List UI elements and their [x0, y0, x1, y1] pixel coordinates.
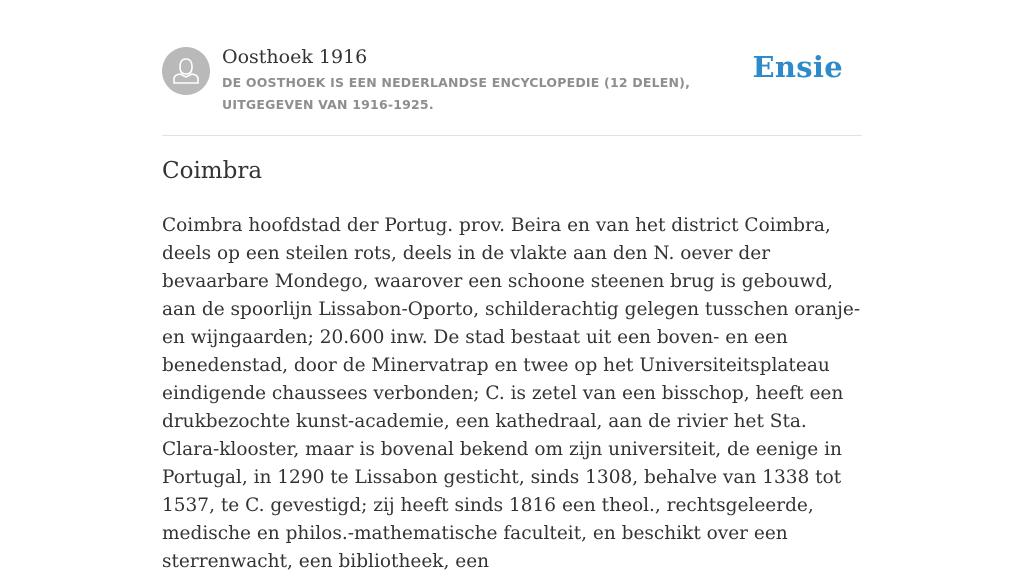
source-header	[162, 46, 862, 116]
source-title[interactable]: Oosthoek 1916	[222, 46, 368, 68]
article-body: Coimbra hoofdstad der Portug. prov. Beira en van het district Coimbra, deels op een steilen rots, deels in de vlakte aan den N. oever der bevaarbare Mondego, waarover een schoone steenen brug is gebouwd, aan de spoorlijn Lissabon-Oporto, schilderachtig gelegen tusschen oranje- en wijngaarden; 20.600 inw. De stad bestaat uit een boven- en een benedenstad, door de Minervatrap en twee op het Universiteitsplateau eindigende chaussees verbonden; C. is zetel van een bisschop, heeft een drukbezochte kunst-academie, een kathedraal, aan de rivier het Sta. Clara-klooster, maar is bovenal bekend om zijn universiteit, de eenige in Portugal, in 1290 te Lissabon gesticht, sinds 1308, behalve van 1338 tot 1537, te C. gevestigd; zij heeft sinds 1816 een theol., rechtsgeleerde, medische en philos.-mathematische faculteit, en beschikt over een sterrenwacht, een bibliotheek, een	[162, 215, 861, 572]
brand-logo[interactable]: Ensie	[752, 50, 843, 84]
user-avatar-icon[interactable]	[162, 47, 210, 95]
article-title: Coimbra	[162, 158, 263, 184]
source-description: DE OOSTHOEK IS EEN NEDERLANDSE ENCYCLOPEDIE (12 DELEN), UITGEGEVEN VAN 1916-1925.	[222, 75, 691, 112]
header-divider	[162, 135, 862, 136]
